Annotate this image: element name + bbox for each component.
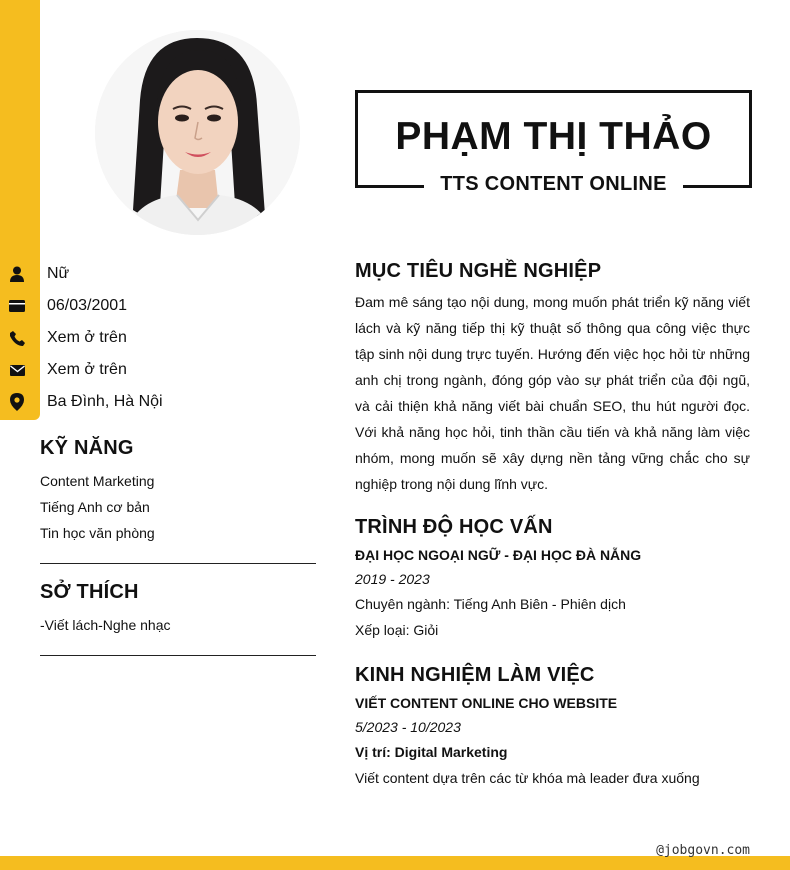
candidate-position: TTS CONTENT ONLINE bbox=[424, 173, 683, 196]
contact-address bbox=[0, 386, 330, 418]
contact-email bbox=[0, 354, 330, 386]
education-rank: Xếp loại: Giỏi bbox=[355, 622, 439, 638]
skills-title: KỸ NĂNG bbox=[40, 437, 134, 459]
experience-role: Vị trí: Digital Marketing bbox=[355, 744, 508, 760]
experience-job-title: VIẾT CONTENT ONLINE CHO WEBSITE bbox=[355, 695, 618, 711]
name-box bbox=[355, 90, 752, 195]
candidate-name: PHẠM THỊ THẢO bbox=[395, 115, 712, 158]
contact-phone bbox=[0, 322, 330, 354]
calendar-icon bbox=[8, 297, 26, 315]
skills-divider bbox=[40, 563, 316, 564]
phone-icon bbox=[8, 329, 26, 347]
hobbies-title: SỞ THÍCH bbox=[40, 581, 139, 603]
contact-address-text: Ba Đình, Hà Nội bbox=[47, 393, 163, 410]
location-pin-icon bbox=[8, 393, 26, 411]
skill-item: Tin học văn phòng bbox=[40, 525, 155, 541]
contact-email-text: Xem ở trên bbox=[47, 361, 127, 378]
experience-description: Viết content dựa trên các từ khóa mà leader đưa xuống bbox=[355, 770, 700, 786]
education-period: 2019 - 2023 bbox=[355, 571, 430, 587]
profile-photo bbox=[95, 30, 300, 235]
experience-period: 5/2023 - 10/2023 bbox=[355, 719, 461, 735]
bottom-accent-bar bbox=[0, 856, 790, 870]
experience-section bbox=[355, 664, 750, 791]
contact-birthday bbox=[0, 290, 330, 322]
contact-list bbox=[0, 258, 330, 418]
portrait-illustration bbox=[95, 30, 300, 235]
person-icon bbox=[8, 265, 26, 283]
objective-title: MỤC TIÊU NGHỀ NGHIỆP bbox=[355, 260, 602, 282]
contact-birthday-text: 06/03/2001 bbox=[47, 297, 128, 314]
skill-item: Content Marketing bbox=[40, 473, 155, 489]
objective-section bbox=[355, 260, 750, 497]
education-school: ĐẠI HỌC NGOẠI NGỮ - ĐẠI HỌC ĐÀ NẴNG bbox=[355, 547, 642, 563]
skills-section bbox=[40, 437, 316, 546]
contact-gender bbox=[0, 258, 330, 290]
experience-title: KINH NGHIỆM LÀM VIỆC bbox=[355, 664, 595, 686]
skill-item: Tiếng Anh cơ bản bbox=[40, 499, 150, 515]
hobbies-section bbox=[40, 581, 316, 638]
hobbies-divider bbox=[40, 655, 316, 656]
mail-icon bbox=[8, 361, 26, 379]
education-title: TRÌNH ĐỘ HỌC VẤN bbox=[355, 516, 553, 538]
objective-text: Đam mê sáng tạo nội dung, mong muốn phát triển kỹ năng viết lách và kỹ năng tiếp thị kỹ thuật số thông qua công việc thực tập sinh nội dung trực tuyến. Hướng đến việc học hỏi từ những anh chị trong ngành, đóng góp vào sự phát triển của đội ngũ, và cải thiện khả năng viết bài chuẩn SEO, thu hút người đọc. Với khả năng học hỏi, tinh thần cầu tiến và khả năng làm việc nhóm, mong muốn sẽ xây dựng nền tảng vững chắc cho sự nghiệp trong nội dung lĩnh vực. bbox=[355, 294, 750, 492]
contact-gender-text: Nữ bbox=[47, 265, 70, 282]
education-major: Chuyên ngành: Tiếng Anh Biên - Phiên dịch bbox=[355, 596, 626, 612]
education-section bbox=[355, 516, 750, 643]
watermark: @jobgovn.com bbox=[656, 843, 750, 858]
hobby-item: -Viết lách-Nghe nhạc bbox=[40, 617, 171, 633]
contact-phone-text: Xem ở trên bbox=[47, 329, 127, 346]
